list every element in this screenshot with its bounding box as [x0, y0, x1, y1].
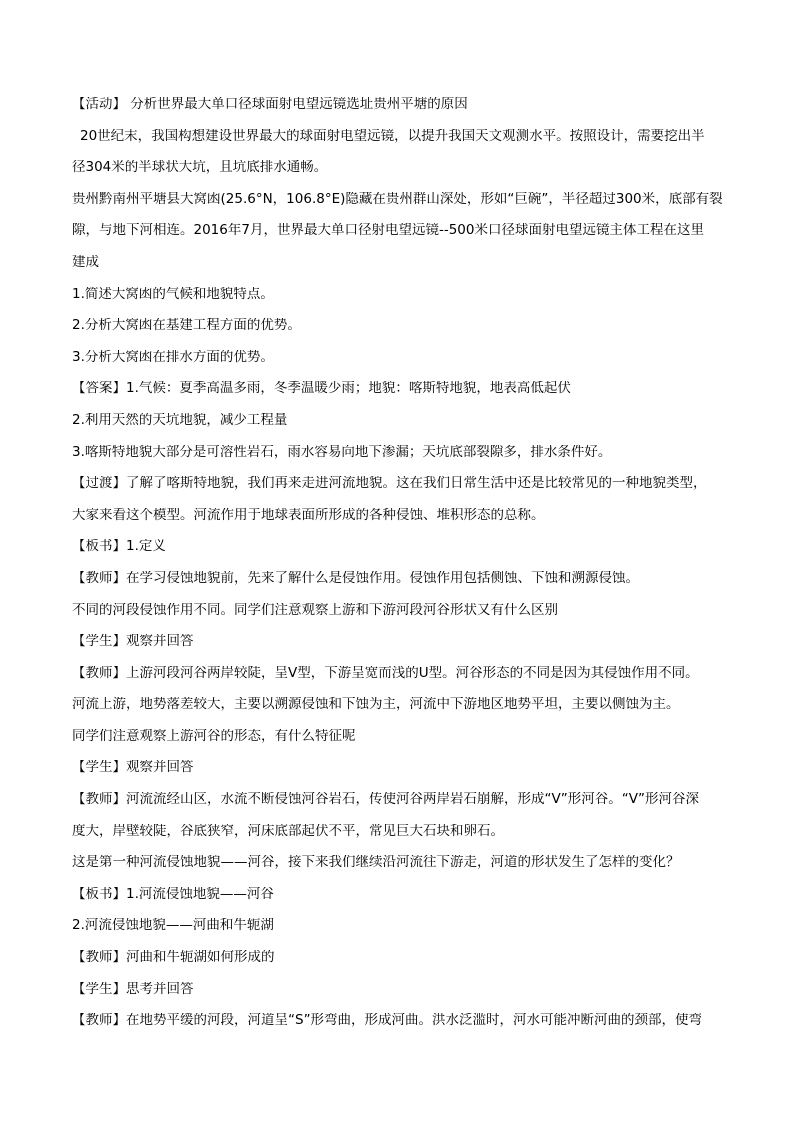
teacher-line: 【教师】河流流经山区，水流不断侵蚀河谷岩石，传使河谷两岸岩石崩解，形成“V”形河谷。“V”形河谷深	[72, 792, 699, 808]
paragraph-line: 径304米的半球状大坑，且坑底排水通畅。	[72, 160, 328, 176]
board-note: 【板书】1.定义	[72, 539, 166, 555]
teacher-line: 【教师】在学习侵蚀地貌前，先来了解什么是侵蚀作用。侵蚀作用包括侧蚀、下蚀和溯源侵蚀。	[72, 570, 639, 586]
paragraph-line: 隙，与地下河相连。2016年7月，世界最大单口径射电望远镜--500米口径球面射电望远镜主体工程在这里	[72, 223, 704, 239]
teacher-line: 【教师】上游河段河谷两岸较陡，呈V型，下游呈宽而浅的U型。河谷形态的不同是因为其侵蚀作用不同。	[72, 665, 699, 681]
question-3: 3.分析大窝凼在排水方面的优势。	[72, 349, 274, 365]
student-line: 【学生】观察并回答	[72, 634, 194, 650]
question-2: 2.分析大窝凼在基建工程方面的优势。	[72, 318, 301, 334]
paragraph-line: 不同的河段侵蚀作用不同。同学们注意观察上游和下游河段河谷形状又有什么区别	[72, 602, 558, 618]
paragraph-line: 这是第一种河流侵蚀地貌——河谷，接下来我们继续沿河流往下游走，河道的形状发生了怎样的变化？	[72, 855, 680, 871]
transition-line: 【过渡】了解了喀斯特地貌，我们再来走进河流地貌。这在我们日常生活中还是比较常见的一种地貌类型，	[72, 476, 707, 492]
answer-3: 3.喀斯特地貌大部分是可溶性岩石，雨水容易向地下渗漏；天坑底部裂隙多，排水条件好。	[72, 444, 612, 460]
board-note: 【板书】1.河流侵蚀地貌——河谷	[72, 886, 274, 902]
teacher-line: 【教师】在地势平缓的河段，河道呈“S”形弯曲，形成河曲。洪水泛滥时，河水可能冲断河曲的颈部，使弯	[72, 1013, 703, 1029]
paragraph-line: 20世纪末，我国构想建设世界最大的球面射电望远镜，以提升我国天文观测水平。按照设计，需要挖出半	[80, 128, 705, 144]
board-note: 2.河流侵蚀地貌——河曲和牛轭湖	[72, 918, 274, 934]
student-line: 【学生】思考并回答	[72, 981, 194, 997]
paragraph-line: 河流上游，地势落差较大，主要以溯源侵蚀和下蚀为主，河流中下游地区地势平坦，主要以侧蚀为主。	[72, 697, 680, 713]
document-body	[72, 97, 732, 1045]
paragraph-line: 同学们注意观察上游河谷的形态，有什么特征呢	[72, 728, 356, 744]
student-line: 【学生】观察并回答	[72, 760, 194, 776]
paragraph-line: 度大，岸壁较陡，谷底狭窄，河床底部起伏不平，常见巨大石块和卵石。	[72, 823, 504, 839]
paragraph-line: 贵州黔南州平塘县大窝凼(25.6°N，106.8°E)隐藏在贵州群山深处，形如“巨碗”，半径超过300米，底部有裂	[72, 191, 723, 207]
answer-1: 【答案】1.气候：夏季高温多雨，冬季温暖少雨；地貌：喀斯特地貌，地表高低起伏	[72, 381, 571, 397]
teacher-line: 【教师】河曲和牛轭湖如何形成的	[72, 950, 275, 966]
paragraph-line: 大家来看这个模型。河流作用于地球表面所形成的各种侵蚀、堆积形态的总称。	[72, 507, 545, 523]
question-1: 1.简述大窝凼的气候和地貌特点。	[72, 286, 274, 302]
paragraph-line: 建成	[72, 254, 99, 270]
answer-2: 2.利用天然的天坑地貌，减少工程量	[72, 412, 288, 428]
activity-heading: 【活动】 分析世界最大单口径球面射电望远镜选址贵州平塘的原因	[72, 97, 468, 112]
